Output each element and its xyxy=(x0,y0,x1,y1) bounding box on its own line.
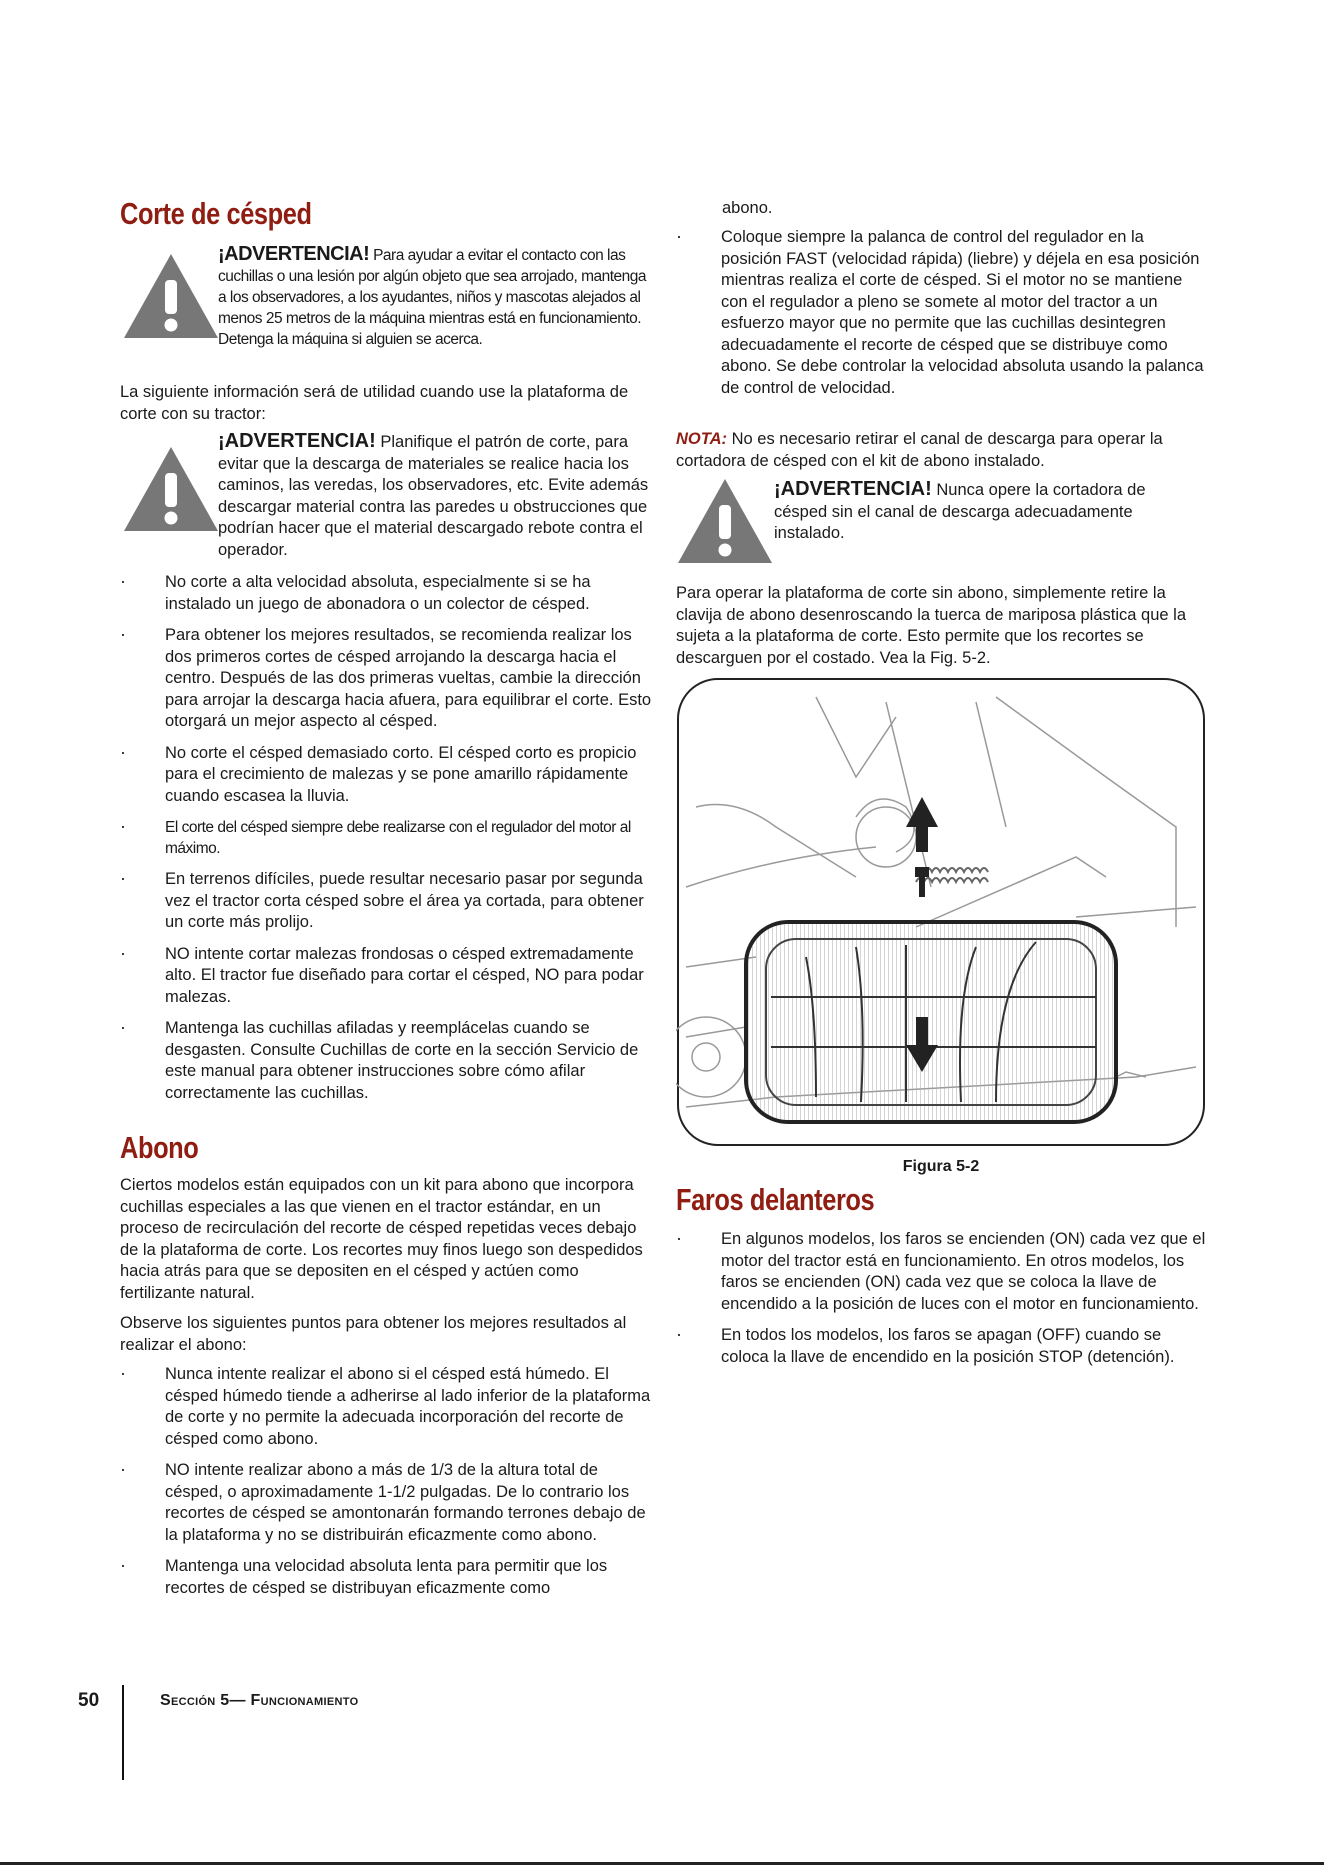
abono-paragraph-2: Observe los siguientes puntos para obtener los mejores resultados al realizar el abono: xyxy=(120,1314,627,1354)
list-item: · Nunca intente realizar el abono si el césped está húmedo. El césped húmedo tiende a adherirse al lado inferior de la plataforma de corte y no permite la adecuada incorporación del recorte de césped como abono. xyxy=(120,1364,652,1450)
section-label: Sección 5— Funcionamiento xyxy=(160,1692,359,1709)
faros-bullet-list xyxy=(676,1229,1206,1378)
corte-bullet-list xyxy=(120,572,652,1114)
list-item: · Mantenga las cuchillas afiladas y reemplácelas cuando se desgasten. Consulte Cuchillas de corte en la sección Servicio de este manual para obtener instrucciones sobre cómo afilar correctamente las cuchillas. xyxy=(120,1018,652,1104)
list-item: · NO intente realizar abono a más de 1/3 de la altura total de césped, o aproximadamente 1-1/2 pulgadas. De lo contrario los recortes de césped se amontonarán formando terrones debajo de la plataforma y no se distribuirán eficazmente como abono. xyxy=(120,1460,652,1546)
list-item: · Coloque siempre la palanca de control del regulador en la posición FAST (velocidad rápida) (liebre) y déjela en esa posición mientras realiza el corte de césped. Si el motor no se mantiene con el regulador a pleno se somete al motor del tractor a un esfuerzo mayor que no permite que las cuchillas desintegren adecuadamente el recorte de césped que se distribuye como abono. Se debe controlar la velocidad absoluta usando la palanca de control de velocidad. xyxy=(676,227,1206,399)
regulator-bullet-list xyxy=(676,227,1206,409)
warning-text-1: ¡ADVERTENCIA! Para ayudar a evitar el contacto con las cuchillas o una lesión por algún objeto que sea arrojado, mantenga a los observadores, a los ayudantes, niños y mascotas alejados al menos 25 metros de la máquina mientras está en funcionamiento. Detenga la máquina si alguien se acerca. xyxy=(218,243,647,348)
warning-triangle-icon xyxy=(122,252,220,340)
list-item: · NO intente cortar malezas frondosas o césped extremadamente alto. El tractor fue diseñado para cortar el césped, NO para podar malezas. xyxy=(120,944,652,1009)
list-item: · Mantenga una velocidad absoluta lenta para permitir que los recortes de césped se distribuyan eficazmente como xyxy=(120,1556,652,1599)
list-item: · Para obtener los mejores resultados, se recomienda realizar los dos primeros cortes de césped arrojando la descarga hacia el centro. Después de las dos primeras vueltas, cambie la dirección para arrojar la descarga hacia afuera, para equilibrar el corte. Esto otorgará un mejor aspecto al césped. xyxy=(120,625,652,733)
plataforma-paragraph: Para operar la plataforma de corte sin abono, simplemente retire la clavija de abono desenroscando la tuerca de mariposa plástica que la sujeta a la plataforma de corte. Esto permite que los recortes se descarguen por el costado. Vea la Fig. 5-2. xyxy=(676,584,1186,667)
abono-paragraph-1: Ciertos modelos están equipados con un kit para abono que incorpora cuchillas especiales a las que vienen en el tractor estándar, en un proceso de recirculación del recorte de césped repetidas veces debajo de la plataforma de corte. Los recortes muy finos luego son despedidos hacia atrás para que se depositen en el césped y actúen como fertilizante natural. xyxy=(120,1176,643,1302)
list-item: · En terrenos difíciles, puede resultar necesario pasar por segunda vez el tractor corta césped sobre el área ya cortada, para obtener un corte más prolijo. xyxy=(120,869,652,934)
note-paragraph: NOTA: No es necesario retirar el canal de descarga para operar la cortadora de césped con el kit de abono instalado. xyxy=(676,430,1163,470)
warning-triangle-icon xyxy=(676,477,774,565)
abono-bullet-list xyxy=(120,1364,652,1609)
scan-bottom-edge xyxy=(0,1862,1324,1865)
footer-divider xyxy=(122,1685,124,1780)
heading-abono: Abono xyxy=(120,1130,199,1165)
warning-triangle-icon xyxy=(122,445,220,533)
warning-text-2: ¡ADVERTENCIA! Planifique el patrón de corte, para evitar que la descarga de materiales se realice hacia los caminos, las veredas, los observadores, etc. Evite además descargar material contra las paredes u obstrucciones que podrían hacer que el material descargado rebote contra el operador. xyxy=(218,430,649,559)
warning-text-3: ¡ADVERTENCIA! Nunca opere la cortadora de césped sin el canal de descarga adecuadamente instalado. xyxy=(774,478,1146,542)
list-item: · En algunos modelos, los faros se encienden (ON) cada vez que el motor del tractor está en funcionamiento. En otros modelos, los faros se encienden (ON) cada vez que se coloca la llave de encendido a la posición de luces con el motor en funcionamiento. xyxy=(676,1229,1206,1315)
figure-mulch-plug-illustration xyxy=(676,677,1206,1147)
heading-corte-cesped: Corte de césped xyxy=(120,196,312,231)
list-item: · No corte a alta velocidad absoluta, especialmente si se ha instalado un juego de abonadora o un colector de césped. xyxy=(120,572,652,615)
list-item: · El corte del césped siempre debe realizarse con el regulador del motor al máximo. xyxy=(120,817,652,859)
page-number: 50 xyxy=(78,1690,100,1711)
intro-paragraph: La siguiente información será de utilidad cuando use la plataforma de corte con su tractor: xyxy=(120,383,629,423)
heading-faros-delanteros: Faros delanteros xyxy=(676,1182,875,1217)
list-item: · No corte el césped demasiado corto. El césped corto es propicio para el crecimiento de malezas y se pone amarillo rápidamente cuando escasea la lluvia. xyxy=(120,743,652,808)
list-item: · En todos los modelos, los faros se apagan (OFF) cuando se coloca la llave de encendido en la posición STOP (detención). xyxy=(676,1325,1206,1368)
continued-text: abono. xyxy=(722,199,773,217)
figure-caption: Figura 5-2 xyxy=(902,1158,980,1175)
